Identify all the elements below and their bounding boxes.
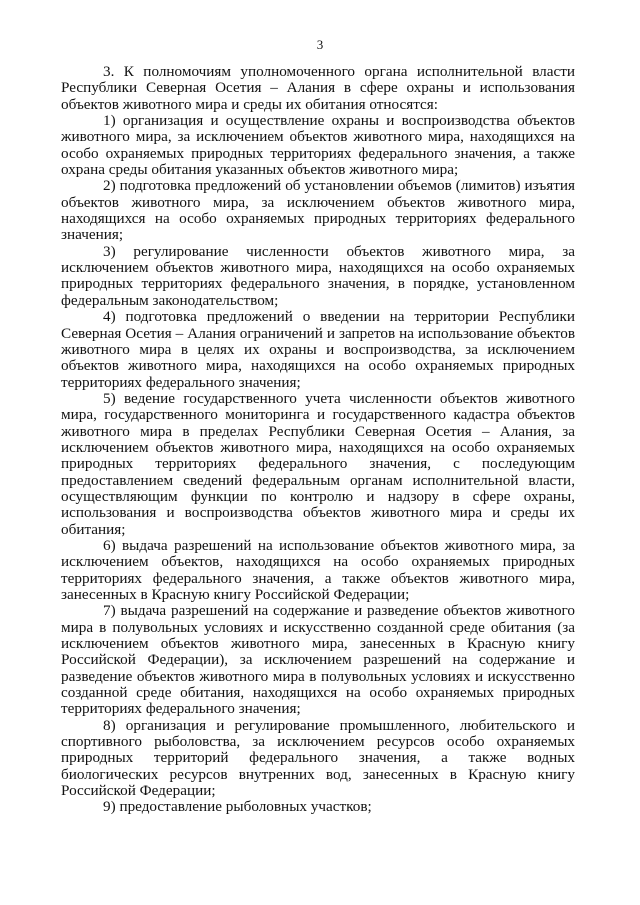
paragraph-item-4: 4) подготовка предложений о введении на территории Республики Северная Осетия – Алания ограничений и запретов на использование объектов животного мира в целях их охраны и воспроизводства, за исключением объектов животного мира, находящихся на особо охраняемых природных территориях федерального значения; [61,308,575,391]
paragraph-item-9: 9) предоставление рыболовных участков; [103,798,372,816]
paragraph-item-3: 3) регулирование численности объектов животного мира, за исключением объектов животного мира, находящихся на особо охраняемых природных территориях федерального значения, в порядке, установленном федеральным законодательством; [61,242,575,309]
paragraph-item-7: 7) выдача разрешений на содержание и разведение объектов животного мира в полувольных условиях и искусственно созданной среде обитания (за исключением объектов животного мира, занесенных в Красную книгу Российской Федерации), за исключением разрешений на содержание и разведение объектов животного мира в полувольных условиях и искусственно созданной среде обитания, находящихся на особо охраняемых природных территориях федерального значения; [61,602,575,718]
page-number: 3 [316,37,324,52]
paragraph-item-1: 1) организация и осуществление охраны и воспроизводства объектов животного мира, за исключением объектов животного мира, находящихся на особо охраняемых природных территориях федерального значения, а также охрана среды обитания указанных объектов животного мира; [61,112,575,179]
document-body [61,64,575,816]
paragraph-item-6: 6) выдача разрешений на использование объектов животного мира, за исключением объектов, находящихся на особо охраняемых природных территориях федерального значения, а также объектов животного мира, занесенных в Красную книгу Российской Федерации; [61,536,575,603]
paragraph-item-2: 2) подготовка предложений об установлении объемов (лимитов) изъятия объектов животного мира, за исключением объектов животного мира, находящихся на особо охраняемых природных территориях федерального значения; [61,177,575,244]
paragraph-intro: 3. К полномочиям уполномоченного органа исполнительной власти Республики Северная Осетия – Алания в сфере охраны и использования объектов животного мира и среды их обитания относятся: [61,63,575,113]
paragraph-item-5: 5) ведение государственного учета численности объектов животного мира, государственного мониторинга и государственного кадастра объектов животного мира в пределах Республики Северная Осетия – Алания, за исключением объектов животного мира, находящихся на особо охраняемых природных территориях федерального значения, с последующим предоставлением сведений федеральным органам исполнительной власти, осуществляющим функции по контролю и надзору в сфере охраны, использования и воспроизводства объектов животного мира и среды их обитания; [61,389,575,538]
paragraph-item-8: 8) организация и регулирование промышленного, любительского и спортивного рыболовства, за исключением ресурсов особо охраняемых природных территорий федерального значения, а также водных биологических ресурсов внутренних вод, занесенных в Красную книгу Российской Федерации; [61,716,575,800]
